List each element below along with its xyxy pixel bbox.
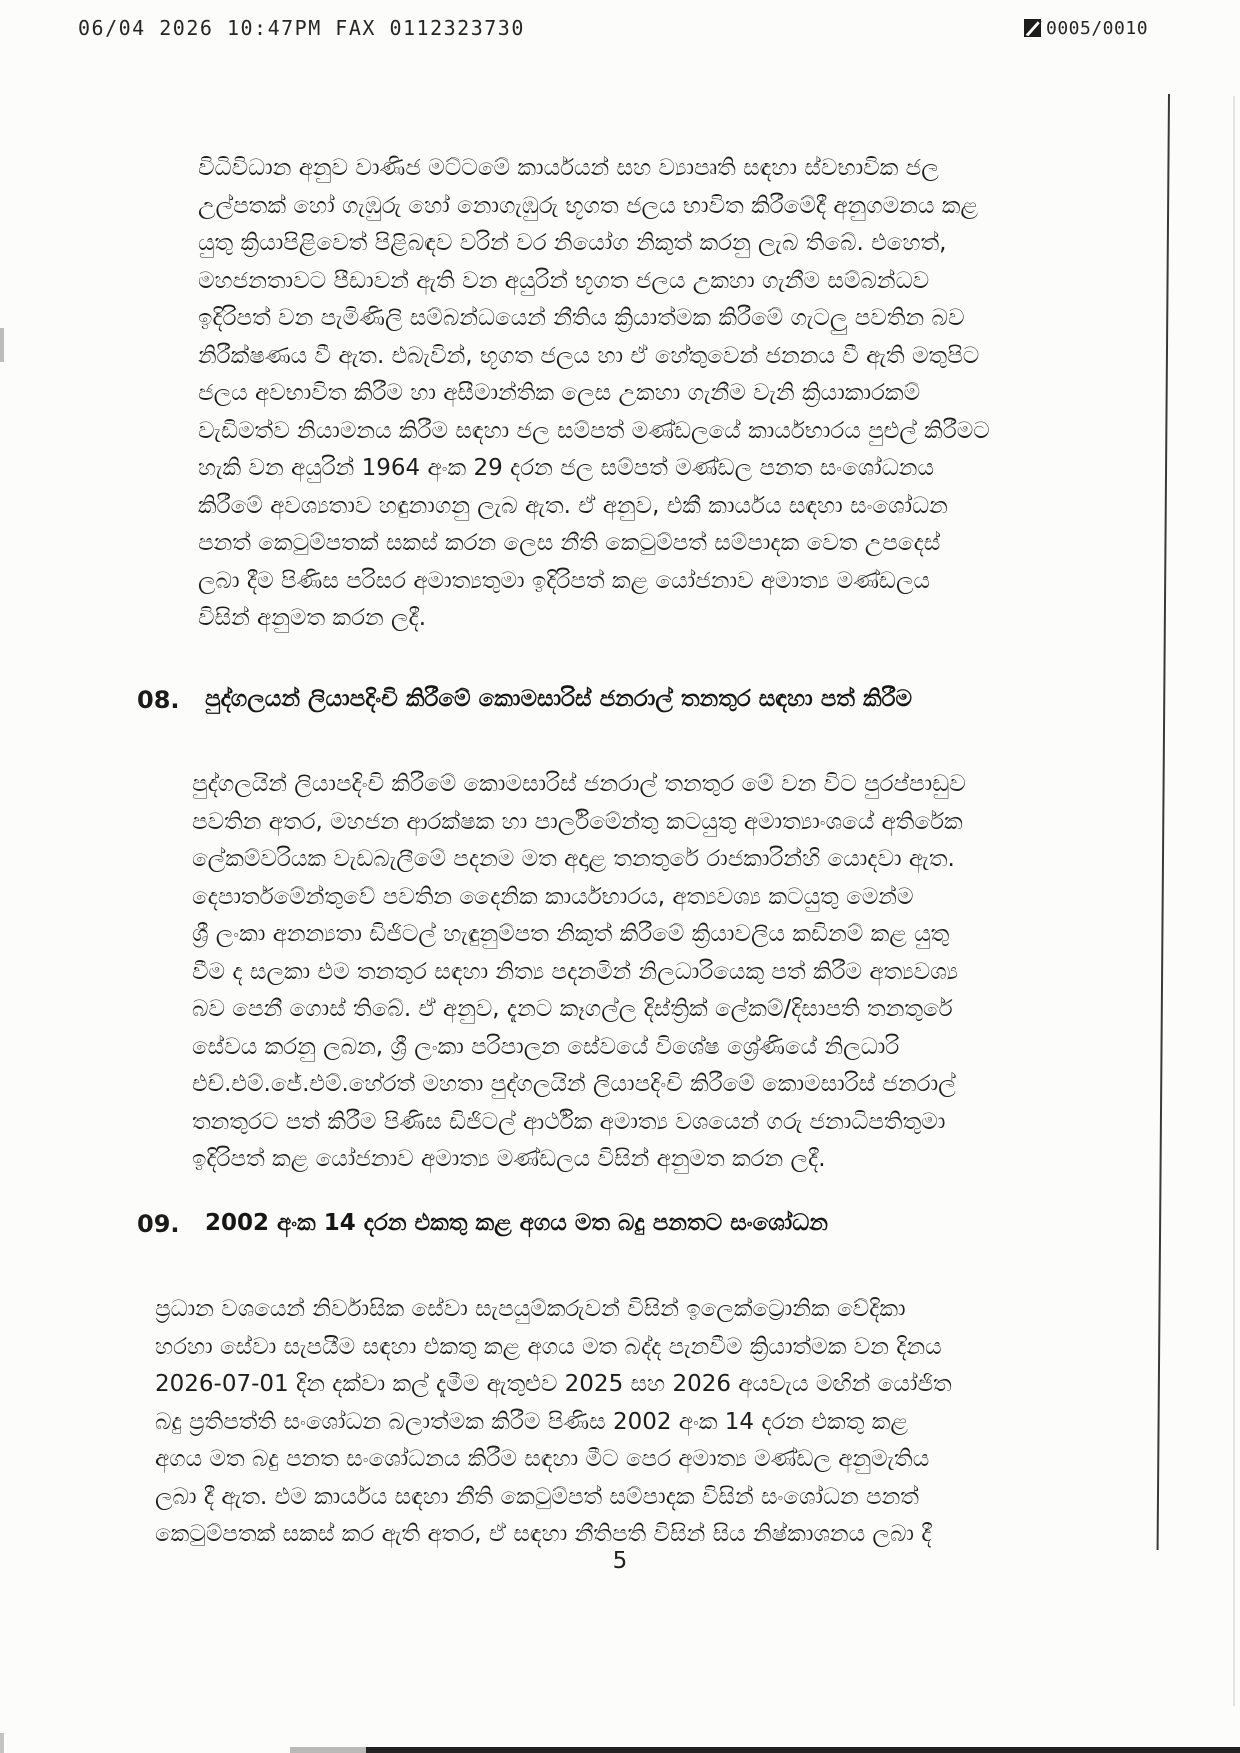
section-08-number: 08.: [137, 686, 180, 714]
text-line: ඉදිරිපත් වන පැමිණිලි සම්බන්ධයෙන් නීතිය ක්‍රියාත්මක කිරීමේ ගැටලු පවතින බව: [198, 305, 965, 331]
text-line: අගය මත බදු පනත සංශෝධනය කිරීම සඳහා මීට පෙර අමාත්‍ය මණ්ඩල අනුමැතිය: [155, 1446, 930, 1472]
fax-page-icon: [1022, 16, 1044, 40]
text-line: විධිවිධාන අනුව වාණිජ මට්ටමේ කාර්යයන් සහ ව්‍යාපෘති සඳහා ස්වභාවික ජල: [198, 155, 939, 181]
text-line: මහජනතාවට පීඩාවන් ඇති වන අයුරින් භූගත ජලය උකහා ගැනීම සම්බන්ධව: [198, 267, 930, 294]
scan-artifact-bottom-bar-lead: [290, 1747, 366, 1753]
page-number: 5: [612, 1548, 628, 1574]
section-09-number: 09.: [137, 1210, 180, 1238]
text-line: වැඩිමත්ව නියාමනය කිරීම සඳහා ජල සම්පත් මණ්ඩලයේ කාර්යභාරය පුළුල් කිරීමට: [198, 417, 990, 444]
paragraph-commissioner-general-appointment: [192, 766, 1077, 1179]
text-line: විසින් අනුමත කරන ලදී.: [198, 605, 427, 631]
text-line: ලබා දීම පිණිස පරිසර අමාත්‍යතුමා ඉදිරිපත් කළ යෝජනාව අමාත්‍ය මණ්ඩලය: [198, 567, 931, 594]
text-line: පුද්ගලයින් ලියාපදිංචි කිරීමේ කොමසාරිස් ජනරාල් තනතුර මේ වන විට පුරප්පාඩුව: [192, 771, 966, 797]
text-line: ශ්‍රී ලංකා අනන්‍යතා ඩිජිටල් හැඳුනුම්පත නිකුත් කිරීමේ ක්‍රියාවලිය කඩිනම් කළ යුතු: [192, 921, 950, 947]
text-line: උල්පතක් හෝ ගැඹුරු හෝ නොගැඹුරු භූගත ජලය භාවිත කිරීමේදී අනුගමනය කළ: [198, 192, 978, 219]
text-line: දෙපාර්තමේන්තුවේ පවතින දෛනික කාර්යභාරය, අත්‍යවශ්‍ය කටයුතු මෙන්ම: [192, 883, 914, 910]
text-line: එච්.එම්.ජේ.එම්.හේරත් මහතා පුද්ගලයින් ලියාපදිංචි කිරීමේ කොමසාරිස් ජනරාල්: [192, 1071, 956, 1097]
text-line: පනත් කෙටුම්පතක් සකස් කරන ලෙස නීති කෙටුම්පත් සම්පාදක වෙත උපදෙස්: [198, 530, 941, 556]
text-line: ප්‍රධාන වශයෙන් නිර්වාසික සේවා සැපයුම්කරුවන් විසින් ඉලෙක්ට්‍රොනික වේදිකා: [155, 1296, 906, 1322]
text-line: බව පෙනී ගොස් තිබේ. ඒ අනුව, දැනට කෑගල්ල දිස්ත්‍රික් ලේකම්/දිසාපති තනතුරේ: [192, 996, 953, 1022]
text-line: සේවය කරනු ලබන, ශ්‍රී ලංකා පරිපාලන සේවයේ විශේෂ ශ්‍රේණියේ නිලධාරි: [192, 1033, 900, 1060]
text-line: පවතින අතර, මහජන ආරක්ෂක හා පාර්ලිමේන්තු කටයුතු අමාත්‍යාංශයේ අතිරේක: [192, 808, 963, 835]
text-line: ලේකම්වරියක වැඩබැලීමේ පදනම මත අදාළ තනතුරේ රාජකාරින්හි යොදවා ඇත.: [192, 846, 955, 872]
section-08-heading: පුද්ගලයන් ලියාපදිංචි කිරීමේ කොමසාරිස් ජනරාල් තනතුර සඳහා පත් කිරීම: [205, 686, 913, 712]
section-09-heading: 2002 අංක 14 දරන එකතු කළ අගය මත බදු පනතට සංශෝධන: [205, 1210, 828, 1236]
scan-artifact-left-mark: [0, 328, 4, 362]
paragraph-water-resources: [198, 150, 1078, 638]
text-line: කෙටුම්පතක් සකස් කර ඇති අතර, ඒ සඳහා නීතිපති විසින් සිය නිෂ්කාශනය ලබා දී: [155, 1521, 932, 1547]
text-line: යුතු ක්‍රියාපිළිවෙත් පිළිබඳව වරින් වර නියෝග නිකුත් කරනු ලැබ තිබේ. එහෙත්,: [198, 230, 947, 256]
scan-artifact-right-edge: [1233, 96, 1235, 1706]
text-line: ජලය අවභාවිත කිරීම හා අසීමාන්තික ලෙස උකහා ගැනීම වැනි ක්‍රියාකාරකම්: [198, 380, 921, 406]
text-line: වීම ද සලකා එම තනතුර සඳහා නිත්‍ය පදනමින් නිලධාරියෙකු පත් කිරීම අත්‍යවශ්‍ය: [192, 958, 959, 985]
text-line: හරහා සේවා සැපයීම සඳහා එකතු කළ අගය මත බද්ද පැනවීම ක්‍රියාත්මක වන දිනය: [155, 1333, 942, 1360]
scan-artifact-vertical-line: [1157, 94, 1170, 1550]
text-line: ඉදිරිපත් කළ යෝජනාව අමාත්‍ය මණ්ඩලය විසින් අනුමත කරන ලදී.: [192, 1146, 826, 1172]
scan-artifact-left-mark: [0, 1733, 4, 1753]
text-line: 2026-07-01 දින දක්වා කල් දැමීම ඇතුළුව 2025 සහ 2026 අයවැය මඟින් යෝජිත: [155, 1371, 952, 1397]
fax-transmission-header: 06/04 2026 10:47PM FAX 0112323730: [78, 16, 525, 40]
text-line: නිරීක්ෂණය වී ඇත. එබැවින්, භූගත ජලය හා ඒ හේතුවෙන් ජනනය වී ඇති මතුපිට: [198, 342, 980, 369]
text-line: තනතුරට පත් කිරීම පිණිස ඩිජිටල් ආර්ථික අමාත්‍ය වශයෙන් ගරු ජනාධිපතිතුමා: [192, 1108, 946, 1135]
text-line: ලබා දී ඇත. එම කාර්යය සඳහා නීති කෙටුම්පත් සම්පාදක විසින් සංශෝධන පනත්: [155, 1483, 919, 1510]
text-line: කිරීමේ අවශ්‍යතාව හඳුනාගනු ලැබ ඇත. ඒ අනුව, එකී කාර්යය සඳහා සංශෝධන: [198, 492, 948, 519]
text-line: බදු ප්‍රතිපත්ති සංශෝධන බලාත්මක කිරීම පිණිස 2002 අංක 14 දරන එකතු කළ: [155, 1408, 908, 1435]
text-line: හැකි වන අයුරින් 1964 අංක 29 දරන ජල සම්පත් මණ්ඩල පනත සංශෝධනය: [198, 455, 934, 481]
fax-page-counter-text: 0005/0010: [1046, 17, 1149, 39]
scan-artifact-bottom-bar: [290, 1747, 1240, 1753]
fax-page-counter: [1022, 16, 1148, 40]
paragraph-vat-act-amendment: [155, 1291, 1095, 1554]
